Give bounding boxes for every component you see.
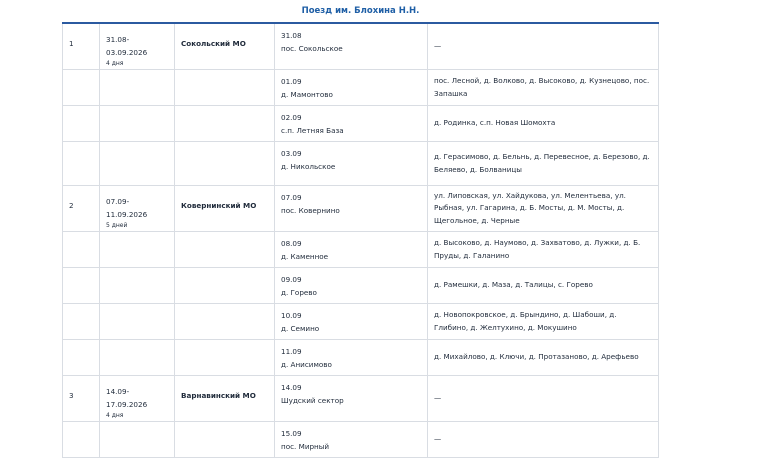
- stop-date: 11.09: [281, 347, 302, 356]
- served-places-cell: [428, 23, 659, 70]
- served-places: д. Высоково, д. Наумово, д. Захватово, д. Лужки, д. Б. Пруды, д. Галанино: [434, 238, 641, 260]
- duration: 5 дней: [106, 222, 128, 229]
- served-places-cell: [428, 268, 659, 304]
- stop-place: пос. Ковернино: [281, 205, 340, 215]
- municipality-cell: [175, 304, 275, 340]
- stop-date: 14.09: [281, 383, 302, 392]
- stop-date: 01.09: [281, 77, 302, 86]
- row-number-cell: [63, 304, 100, 340]
- table-row: [63, 232, 659, 268]
- dates-cell: [100, 304, 175, 340]
- dates-cell: [100, 142, 175, 186]
- dates-cell: [100, 70, 175, 106]
- stop-cell: [275, 422, 428, 458]
- served-places-cell: [428, 340, 659, 376]
- row-number: 3: [69, 391, 74, 400]
- stop-place: д. Каменное: [281, 251, 329, 261]
- municipality: Ковернинский МО: [181, 201, 257, 210]
- served-places: д. Михайлово, д. Ключи, д. Протазаново, д. Арефьево: [434, 352, 639, 362]
- stop-date: 03.09: [281, 149, 302, 158]
- served-places-cell: [428, 376, 659, 422]
- stop-cell: [275, 376, 428, 422]
- served-places: —: [434, 393, 442, 403]
- date-range: 07.09-11.09.2026: [106, 197, 148, 219]
- schedule-table: [62, 22, 659, 458]
- dates-cell: [100, 268, 175, 304]
- stop-place: д. Горево: [281, 287, 317, 297]
- served-places-cell: [428, 422, 659, 458]
- municipality: Сокольский МО: [181, 39, 246, 48]
- row-number-cell: [63, 340, 100, 376]
- row-number-cell: [63, 186, 100, 232]
- municipality-cell: [175, 142, 275, 186]
- date-range: 31.08-03.09.2026: [106, 35, 148, 57]
- table-row: [63, 186, 659, 232]
- duration: 4 дня: [106, 60, 124, 67]
- dates-cell: [100, 106, 175, 142]
- served-places: ул. Липовская, ул. Хайдукова, ул. Мелентьева, ул. Рыбная, ул. Гагарина, д. Б. Мосты, д. М. Мосты, д. Щегольное, д. Черные: [434, 190, 626, 225]
- date-range: 14.09-17.09.2026: [106, 387, 148, 409]
- stop-date: 31.08: [281, 31, 302, 40]
- dates-cell: [100, 340, 175, 376]
- stop-place: д. Никольское: [281, 161, 336, 171]
- stop-date: 02.09: [281, 113, 302, 122]
- table-row: [63, 340, 659, 376]
- municipality-cell: [175, 106, 275, 142]
- stop-place: Шудский сектор: [281, 395, 344, 405]
- table-row: [63, 70, 659, 106]
- schedule-table-body: [63, 23, 659, 458]
- stop-cell: [275, 340, 428, 376]
- row-number-cell: [63, 70, 100, 106]
- table-row: [63, 106, 659, 142]
- row-number-cell: [63, 422, 100, 458]
- municipality-cell: [175, 376, 275, 422]
- stop-date: 08.09: [281, 239, 302, 248]
- table-row: [63, 142, 659, 186]
- stop-cell: [275, 304, 428, 340]
- table-row: [63, 422, 659, 458]
- stop-place: пос. Мирный: [281, 441, 330, 451]
- dates-cell: [100, 422, 175, 458]
- row-number-cell: [63, 142, 100, 186]
- municipality-cell: [175, 186, 275, 232]
- dates-cell: [100, 23, 175, 70]
- stop-cell: [275, 268, 428, 304]
- dates-cell: [100, 186, 175, 232]
- table-title: Поезд им. Блохина Н.Н.: [301, 6, 420, 16]
- stop-place: д. Семино: [281, 323, 320, 333]
- served-places-cell: [428, 142, 659, 186]
- table-row: [63, 23, 659, 70]
- served-places-cell: [428, 186, 659, 232]
- municipality: Варнавинский МО: [181, 391, 256, 400]
- served-places-cell: [428, 232, 659, 268]
- row-number-cell: [63, 23, 100, 70]
- stop-cell: [275, 232, 428, 268]
- stop-place: с.п. Летняя База: [281, 125, 344, 135]
- table-row: [63, 268, 659, 304]
- served-places: д. Герасимово, д. Бельнь, д. Перевесное, д. Березово, д. Беляево, д. Болваницы: [434, 152, 650, 174]
- served-places: пос. Лесной, д. Волково, д. Высоково, д. Кузнецово, пос. Запашка: [434, 76, 650, 98]
- municipality-cell: [175, 70, 275, 106]
- served-places: д. Рамешки, д. Маза, д. Талицы, с. Горево: [434, 280, 593, 290]
- stop-place: д. Мамонтово: [281, 89, 333, 99]
- stop-place: пос. Сокольское: [281, 43, 343, 53]
- row-number-cell: [63, 232, 100, 268]
- served-places-cell: [428, 70, 659, 106]
- table-row: [63, 304, 659, 340]
- stop-cell: [275, 186, 428, 232]
- stop-date: 15.09: [281, 429, 302, 438]
- served-places: —: [434, 41, 442, 51]
- served-places: —: [434, 434, 442, 444]
- served-places: д. Новопокровское, д. Брындино, д. Шабоши, д. Глибино, д. Желтухино, д. Мокушино: [434, 310, 617, 332]
- row-number-cell: [63, 268, 100, 304]
- stop-date: 09.09: [281, 275, 302, 284]
- row-number-cell: [63, 106, 100, 142]
- stop-cell: [275, 142, 428, 186]
- municipality-cell: [175, 268, 275, 304]
- stop-place: д. Анисимово: [281, 359, 332, 369]
- stop-cell: [275, 106, 428, 142]
- served-places-cell: [428, 304, 659, 340]
- row-number: 1: [69, 39, 74, 48]
- row-number: 2: [69, 201, 74, 210]
- served-places-cell: [428, 106, 659, 142]
- row-number-cell: [63, 376, 100, 422]
- duration: 4 дня: [106, 412, 124, 419]
- served-places: д. Родинка, с.п. Новая Шомохта: [434, 118, 556, 128]
- dates-cell: [100, 376, 175, 422]
- municipality-cell: [175, 23, 275, 70]
- municipality-cell: [175, 422, 275, 458]
- table-row: [63, 376, 659, 422]
- dates-cell: [100, 232, 175, 268]
- stop-cell: [275, 23, 428, 70]
- stop-date: 10.09: [281, 311, 302, 320]
- stop-cell: [275, 70, 428, 106]
- municipality-cell: [175, 232, 275, 268]
- stop-date: 07.09: [281, 193, 302, 202]
- municipality-cell: [175, 340, 275, 376]
